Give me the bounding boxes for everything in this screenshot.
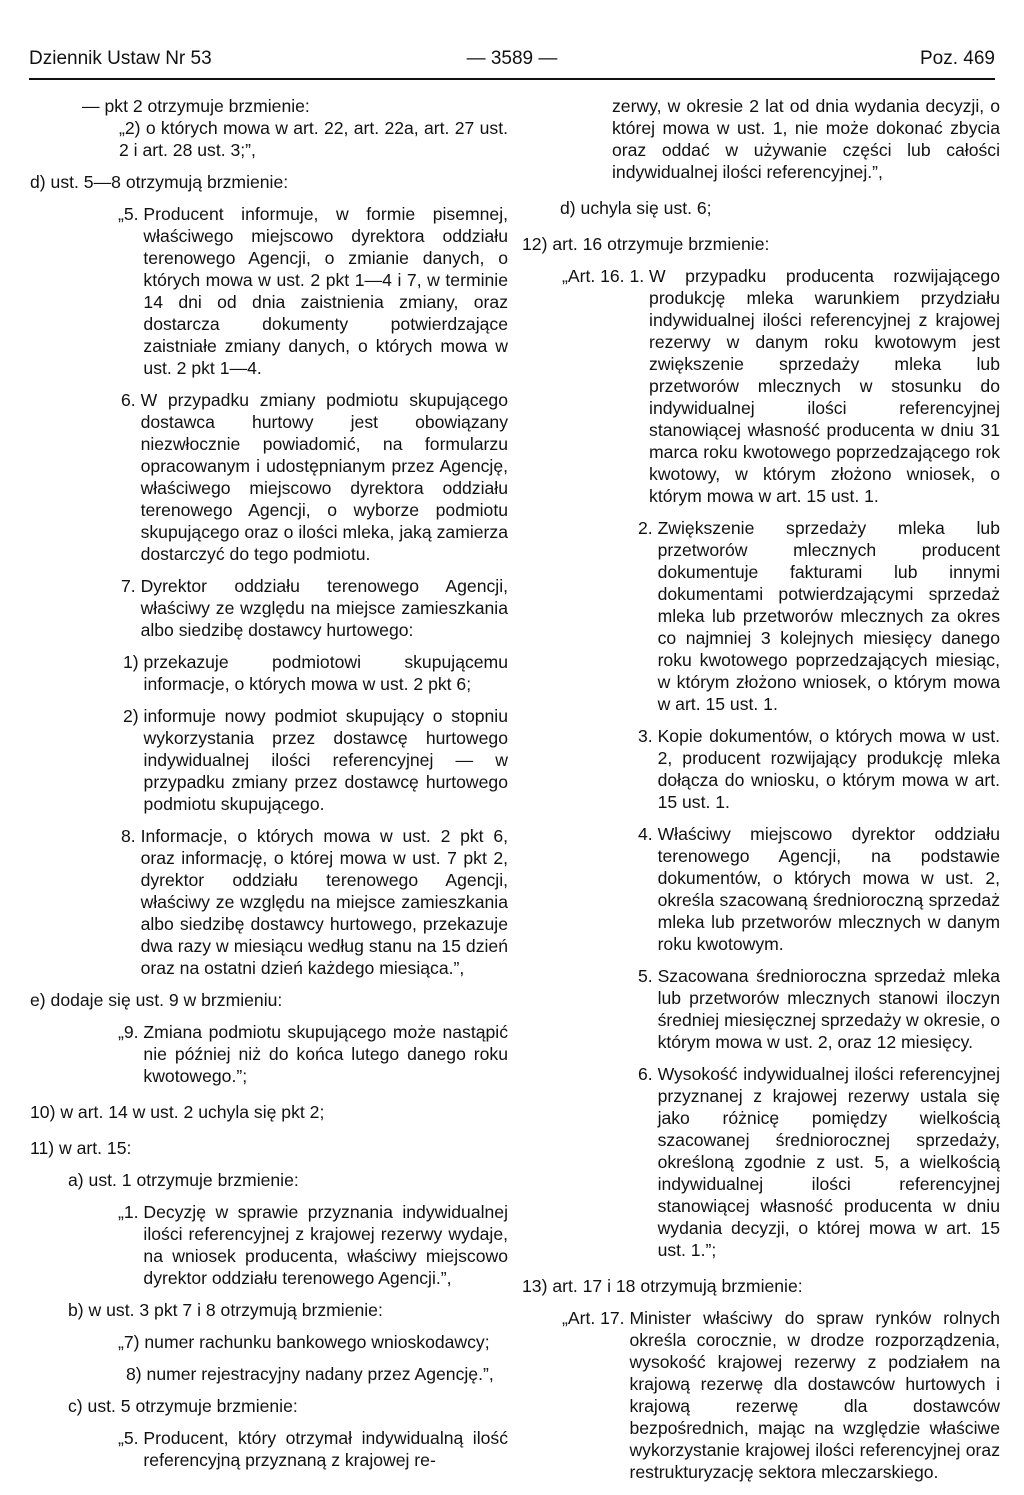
page-header [29, 44, 995, 80]
item-text: Minister właściwy do spraw rynków rolnych określa corocznie, w drodze rozporządzenia, wysokość krajowej rezerwy z podziałem na krajową rezerwę dla dostawców hurtowych i krajową rezerwę dla dostawców bezpośrednich, mając na względzie właściwe wykorzystanie krajowej ilości referencyjnej oraz restrukturyzację sektora mleczarskiego. [629, 1308, 1000, 1482]
left-column [30, 95, 508, 1471]
item-text: Właściwy miejscowo dyrektor oddziału terenowego Agencji, na podstawie dokumentów, o których mowa w ust. 2, określa szacowaną średnioroczną sprzedaż mleka lub przetworów mlecznych w danym roku kwotowym. [657, 824, 1000, 954]
list-item [30, 705, 508, 815]
list-item [522, 1307, 1000, 1483]
item-text: przekazuje podmiotowi skupującemu informacje, o których mowa w ust. 2 pkt 6; [143, 652, 508, 694]
item-number: 6. [638, 1064, 658, 1084]
item-number: 8. [121, 826, 141, 846]
item-number: 3. [638, 726, 658, 746]
item-number: 8) [126, 1364, 147, 1384]
journal-title: Dziennik Ustaw Nr 53 [29, 48, 212, 69]
item-text: numer rejestracyjny nadany przez Agencję.”, [146, 1364, 494, 1384]
item-number: 4. [638, 824, 658, 844]
paragraph: „2) o których mowa w art. 22, art. 22a, art. 27 ust. 2 i art. 28 ust. 3;”, [119, 118, 508, 160]
list-item [522, 1063, 1000, 1261]
item-number: „1. [118, 1202, 144, 1222]
paragraph: 13) art. 17 i 18 otrzymują brzmienie: [522, 1276, 803, 1296]
paragraph: a) ust. 1 otrzymuje brzmienie: [68, 1170, 299, 1190]
item-text: numer rachunku bankowego wnioskodawcy; [144, 1332, 490, 1352]
item-number: 2. [638, 518, 658, 538]
item-number: 6. [121, 390, 141, 410]
list-item [522, 823, 1000, 955]
paragraph: d) ust. 5—8 otrzymują brzmienie: [30, 172, 289, 192]
paragraph: b) w ust. 3 pkt 7 i 8 otrzymują brzmienie: [68, 1300, 383, 1320]
item-number: „9. [118, 1022, 144, 1042]
item-number: „Art. 17. [562, 1308, 630, 1328]
list-item [30, 1021, 508, 1087]
item-text: Producent, który otrzymał indywidualną ilość referencyjną przyznaną z krajowej re- [143, 1428, 508, 1470]
list-item [522, 517, 1000, 715]
paragraph: d) uchyla się ust. 6; [560, 198, 712, 218]
item-number: 7. [121, 576, 141, 596]
list-item [30, 1201, 508, 1289]
paragraph: zerwy, w okresie 2 lat od dnia wydania decyzji, o której mowa w ust. 1, nie może dokonać zbycia oraz oddać w używanie części lub całości indywidualnej ilości referencyjnej.”, [612, 96, 1000, 182]
list-item [30, 203, 508, 379]
list-item [522, 965, 1000, 1053]
list-item [30, 651, 508, 695]
item-number: „Art. 16. 1. [562, 266, 650, 286]
position-number: Poz. 469 [920, 48, 995, 69]
paragraph: c) ust. 5 otrzymuje brzmienie: [68, 1396, 298, 1416]
paragraph: 10) w art. 14 w ust. 2 uchyla się pkt 2; [30, 1102, 325, 1122]
item-number: 1) [123, 652, 144, 672]
paragraph: 11) w art. 15: [30, 1138, 132, 1158]
list-item [522, 265, 1000, 507]
item-text: Zmiana podmiotu skupującego może nastąpić nie później niż do końca lutego danego roku kwotowego.”; [143, 1022, 508, 1086]
item-text: W przypadku zmiany podmiotu skupującego dostawca hurtowy jest obowiązany niezwłocznie powiadomić, na formularzu opracowanym i udostępnianym przez Agencję, właściwego miejscowo dyrektora oddziału terenowego Agencji, o wyborze podmiotu skupującego oraz o ilości mleka, jaką zamierza dostarczyć do tego podmiotu. [140, 390, 508, 564]
paragraph: e) dodaje się ust. 9 w brzmieniu: [30, 990, 283, 1010]
paragraph: — pkt 2 otrzymuje brzmienie: [82, 96, 310, 116]
list-item [30, 389, 508, 565]
item-text: Decyzję w sprawie przyznania indywidualnej ilości referencyjnej z krajowej rezerwy wydaje, na wniosek producenta, właściwy miejscowo dyrektor oddziału terenowego Agencji.”, [143, 1202, 508, 1288]
item-number: 5. [638, 966, 658, 986]
list-item [30, 1331, 508, 1353]
list-item [30, 1427, 508, 1471]
item-text: Producent informuje, w formie pisemnej, właściwego miejscowo dyrektora oddziału terenowego Agencji, o zmianie danych, o których mowa w ust. 2 pkt 1—4 i 7, w terminie 14 dni od dnia zaistnienia zmiany, oraz dostarcza dokumenty potwierdzające zaistniałe zmiany danych, o których mowa w ust. 2 pkt 1—4. [143, 204, 508, 378]
list-item [30, 1363, 508, 1385]
list-item [30, 825, 508, 979]
list-item [30, 575, 508, 641]
item-text: Wysokość indywidualnej ilości referencyjnej przyznanej z krajowej rezerwy ustala się jako różnicę pomiędzy wielkością szacowanej średniorocznej sprzedaży, określoną zgodnie z ust. 5, a wielkością indywidualnej ilości referencyjnej stanowiącej własność producenta w dniu wydania decyzji, o której mowa w art. 15 ust. 1.”; [657, 1064, 1000, 1260]
item-number: „5. [118, 204, 144, 224]
item-number: „5. [118, 1428, 144, 1448]
page-number: — 3589 — [466, 48, 558, 69]
item-text: Szacowana średnioroczna sprzedaż mleka lub przetworów mlecznych stanowi iloczyn średniej miesięcznej sprzedaży w okresie, o którym mowa w ust. 2, oraz 12 miesięcy. [657, 966, 1000, 1052]
item-number: „7) [118, 1332, 145, 1352]
list-item [522, 725, 1000, 813]
item-number: 2) [123, 706, 144, 726]
item-text: Zwiększenie sprzedaży mleka lub przetworów mlecznych producent dokumentuje fakturami lub innymi dokumentami potwierdzającymi sprzedaż mleka lub przetworów mlecznych za okres co najmniej 3 kolejnych miesięcy danego roku kwotowego poprzedzających miesiąc, w którym złożono wniosek, o którym mowa w art. 15 ust. 1. [657, 518, 1000, 714]
right-column [522, 95, 1000, 1483]
item-text: Dyrektor oddziału terenowego Agencji, właściwy ze względu na miejsce zamieszkania albo siedzibę dostawcy hurtowego: [140, 576, 508, 640]
item-text: Kopie dokumentów, o których mowa w ust. 2, producent rozwijający produkcję mleka dołącza do wniosku, o którym mowa w art. 15 ust. 1. [657, 726, 1000, 812]
item-text: Informacje, o których mowa w ust. 2 pkt 6, oraz informację, o której mowa w ust. 7 pkt 2, dyrektor oddziału terenowego Agencji, właściwy ze względu na miejsce zamieszkania albo siedzibę dostawcy hurtowego, przekazuje dwa razy w miesiącu według stanu na 15 dzień oraz na ostatni dzień każdego miesiąca.”, [140, 826, 508, 978]
item-text: informuje nowy podmiot skupujący o stopniu wykorzystania przez dostawcę hurtowego indywidualnej ilości referencyjnej — w przypadku zmiany przez dostawcę hurtowego podmiotu skupującego. [143, 706, 508, 814]
item-text: W przypadku producenta rozwijającego produkcję mleka warunkiem przydziału indywidualnej ilości referencyjnej z krajowej rezerwy w danym roku kwotowym jest zwiększenie sprzedaży mleka lub przetworów mlecznych w stosunku do indywidualnej ilości referencyjnej stanowiącej własność producenta w dniu 31 marca roku kwotowego poprzedzającego rok kwotowy, w którym złożono wniosek, o którym mowa w art. 15 ust. 1. [649, 266, 1000, 506]
paragraph: 12) art. 16 otrzymuje brzmienie: [522, 234, 770, 254]
